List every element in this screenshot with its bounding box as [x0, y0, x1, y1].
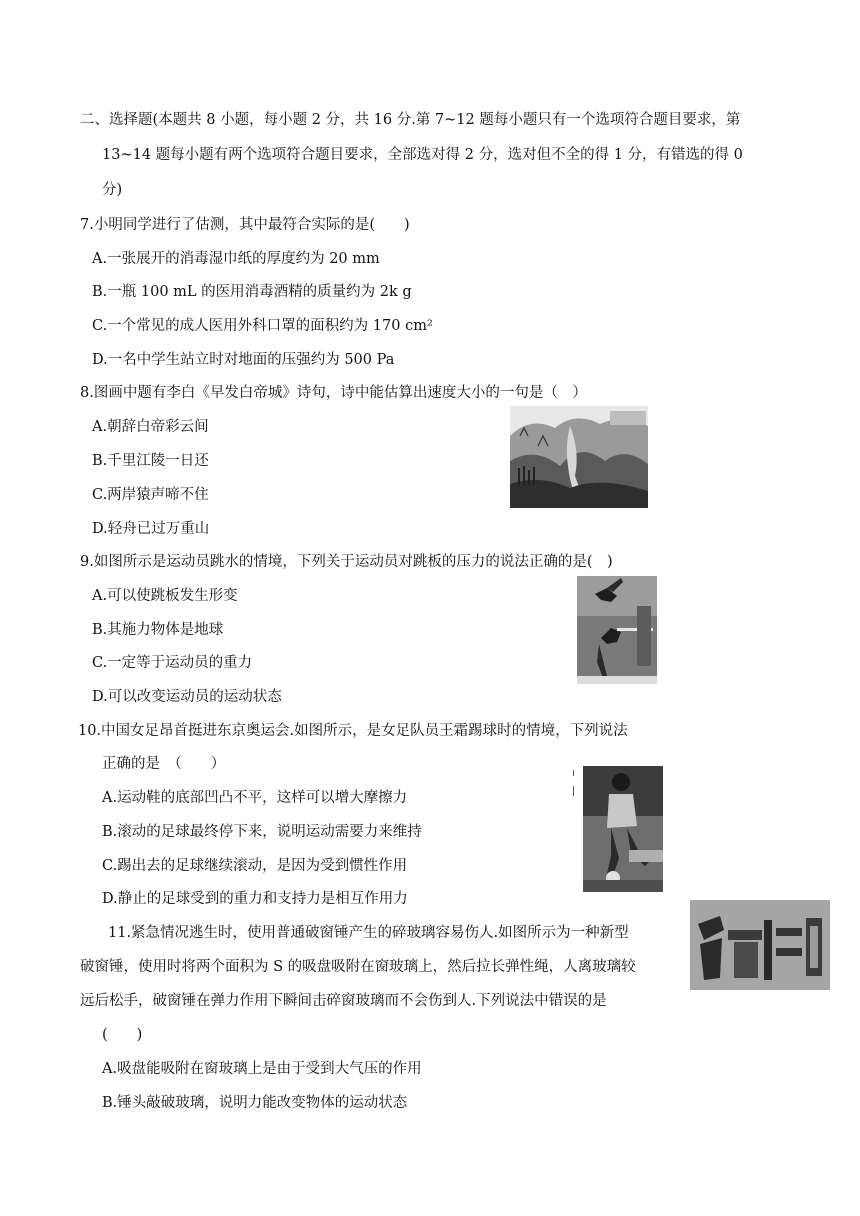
q7-option-d: D.一名中学生站立时对地面的压强约为 500 Pa — [92, 352, 395, 368]
q9-option-d: D.可以改变运动员的运动状态 — [92, 689, 282, 705]
q10-option-d: D.静止的足球受到的重力和支持力是相互作用力 — [102, 891, 408, 907]
q10-stem-line2: 正确的是 （ ） — [102, 756, 226, 772]
q10-stem-line1: 10.中国女足昂首挺进东京奥运会.如图所示，是女足队员王霜踢球时的情境，下列说法 — [78, 723, 628, 739]
diver-photo-image — [577, 576, 657, 684]
tick-mark — [573, 786, 574, 796]
q7-option-a: A.一张展开的消毒湿巾纸的厚度约为 20 mm — [92, 251, 380, 267]
window-hammer-image — [690, 900, 830, 990]
q8-option-d: D.轻舟已过万重山 — [92, 521, 210, 537]
q11-stem-line1: 11.紧急情况逃生时，使用普通破窗锤产生的碎玻璃容易伤人.如图所示为一种新型 — [108, 925, 629, 941]
q11-stem-line2: 破窗锤，使用时将两个面积为 S 的吸盘吸附在窗玻璃上，然后拉长弹性绳，人离玻璃较 — [80, 959, 636, 975]
q8-stem: 8.图画中题有李白《早发白帝城》诗句，诗中能估算出速度大小的一句是（ ） — [80, 385, 587, 401]
q7-option-c: C.一个常见的成人医用外科口罩的面积约为 170 cm² — [92, 318, 433, 334]
q8-option-b: B.千里江陵一日还 — [92, 453, 209, 469]
q9-option-a: A.可以使跳板发生形变 — [92, 588, 238, 604]
q9-option-b: B.其施力物体是地球 — [92, 622, 224, 638]
q7-stem: 7.小明同学进行了估测，其中最符合实际的是( ) — [80, 217, 410, 233]
q11-stem-line4: ( ) — [102, 1027, 143, 1043]
q10-option-c: C.踢出去的足球继续滚动，是因为受到惯性作用 — [102, 858, 408, 874]
q7-option-b: B.一瓶 100 mL 的医用消毒酒精的质量约为 2k g — [92, 284, 412, 300]
landscape-painting-image — [510, 406, 648, 508]
q11-stem-line3: 远后松手，破窗锤在弹力作用下瞬间击碎窗玻璃而不会伤到人.下列说法中错误的是 — [80, 993, 607, 1009]
q9-stem: 9.如图所示是运动员跳水的情境，下列关于运动员对跳板的压力的说法正确的是( ) — [80, 554, 613, 570]
q11-option-b: B.锤头敲破玻璃，说明力能改变物体的运动状态 — [102, 1095, 408, 1111]
section-instructions-line2: 13~14 题每小题有两个选项符合题目要求，全部选对得 2 分，选对但不全的得 1 分，有错选的得 0 — [102, 147, 743, 163]
section-instructions-line3: 分) — [102, 182, 123, 198]
q8-option-a: A.朝辞白帝彩云间 — [92, 419, 209, 435]
section-instructions-line1: 二、选择题(本题共 8 小题，每小题 2 分，共 16 分.第 7~12 题每小题只有一个选项符合题目要求，第 — [80, 112, 741, 128]
q11-option-a: A.吸盘能吸附在窗玻璃上是由于受到大气压的作用 — [102, 1061, 422, 1077]
q9-option-c: C.一定等于运动员的重力 — [92, 655, 253, 671]
tick-mark — [573, 770, 574, 776]
q10-option-b: B.滚动的足球最终停下来，说明运动需要力来维持 — [102, 824, 422, 840]
q10-option-a: A.运动鞋的底部凹凸不平，这样可以增大摩擦力 — [102, 790, 408, 806]
soccer-player-photo-image — [583, 766, 663, 892]
q8-option-c: C.两岸猿声啼不住 — [92, 487, 209, 503]
